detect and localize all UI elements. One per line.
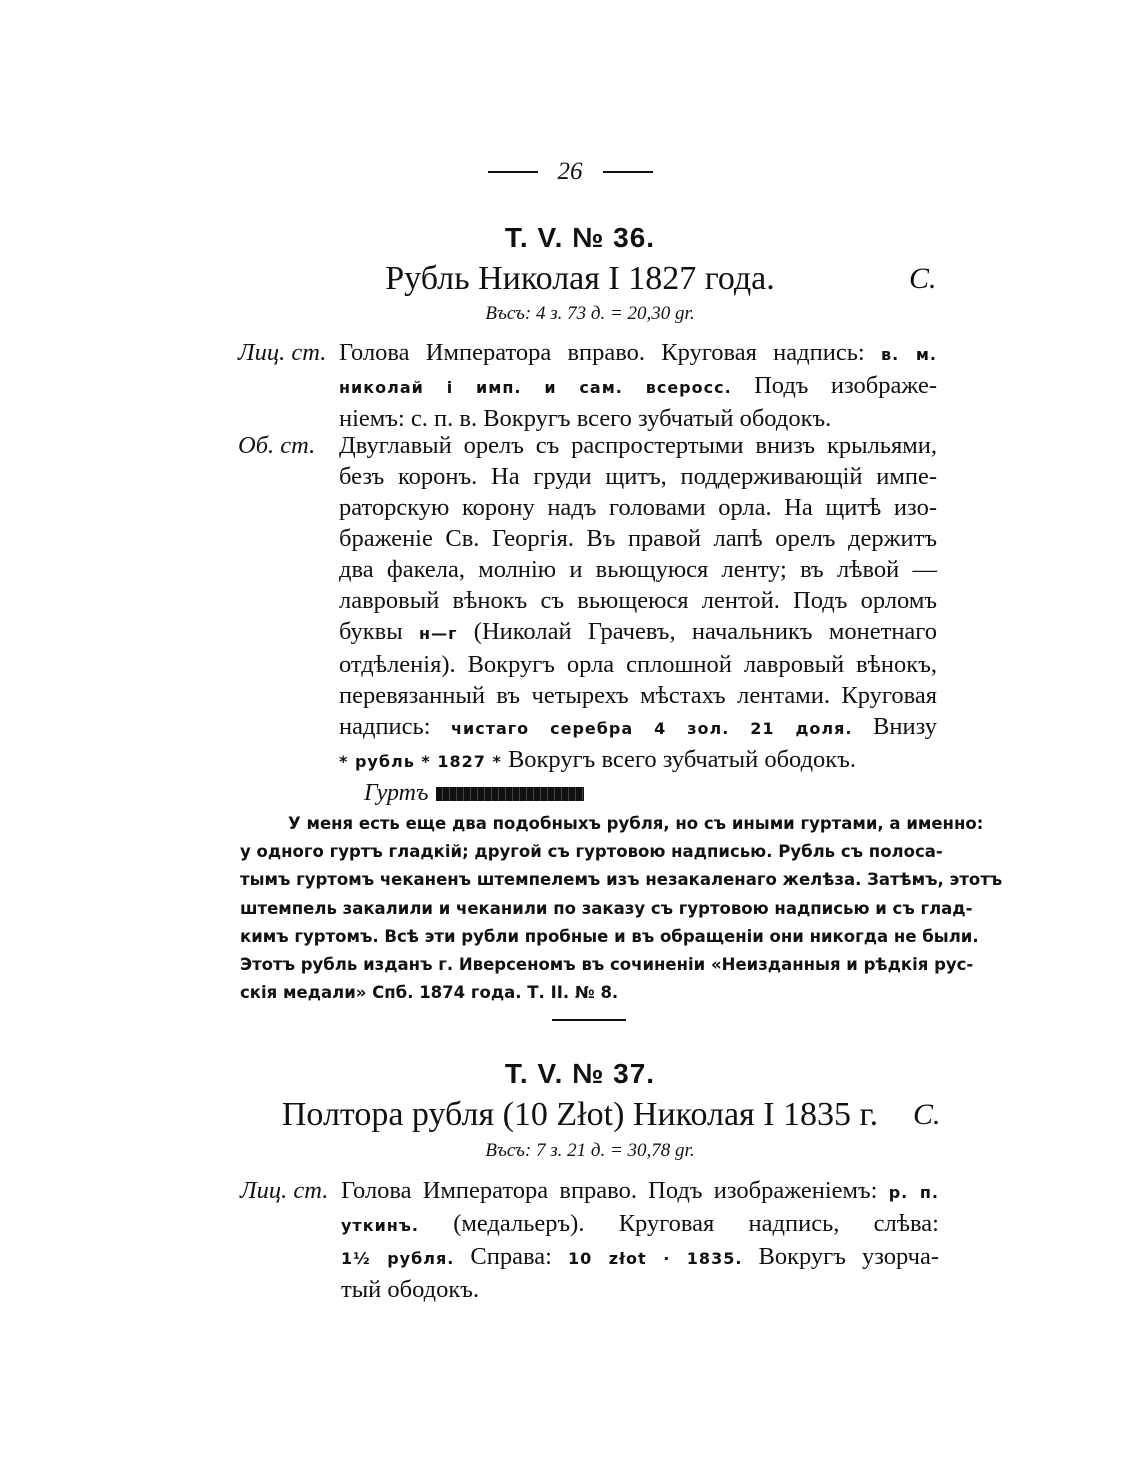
inscription-text: уткинъ. xyxy=(341,1216,419,1235)
footnote-line: у одного гуртъ гладкій; другой съ гуртовою надписью. Рубль съ полоса- xyxy=(240,842,943,862)
text-line: 1½ рубля. Справа: 10 złot · 1835. Вокругъ узорча- xyxy=(341,1243,939,1270)
text-line: уткинъ. (медальеръ). Круговая надпись, слѣва: xyxy=(341,1210,939,1237)
inscription-text: р. п. xyxy=(888,1183,940,1202)
rarity-mark-37: C. xyxy=(913,1098,941,1131)
inscription-text: * рубль * 1827 * xyxy=(339,752,502,771)
weight-line-37: Въсъ: 7 з. 21 д. = 30,78 gr. xyxy=(485,1140,695,1161)
footnote-line: тымъ гуртомъ чеканенъ штемпелемъ изъ незакаленаго желѣза. Затѣмъ, этотъ xyxy=(240,870,1003,890)
obverse-label: Лиц. ст. xyxy=(238,339,327,366)
text-line: раторскую корону надъ головами орла. На щитѣ изо- xyxy=(339,494,937,521)
inscription-text: николай i имп. и сам. всеросс. xyxy=(339,378,732,397)
footnote-paragraph xyxy=(240,810,1003,1007)
obverse-text xyxy=(339,337,937,434)
page-number-rule-right xyxy=(603,171,653,173)
footnote-line: штемпель закалили и чеканили по заказу съ гуртовою надписью и съ глад- xyxy=(240,898,973,918)
edge-description-36 xyxy=(364,780,584,807)
edge-pattern-image xyxy=(436,787,584,801)
text-line: тый ободокъ. xyxy=(341,1276,480,1303)
plate-heading-36: T. V. № 36. xyxy=(504,222,656,253)
text-line: браженіе Св. Георгія. Въ правой лапѣ орелъ держитъ xyxy=(339,525,937,552)
obverse-label: Лиц. ст. xyxy=(240,1177,329,1204)
footnote-line: кимъ гуртомъ. Всѣ эти рубли пробные и въ обращеніи они никогда не были. xyxy=(240,926,979,946)
text-line: безъ коронъ. На груди щитъ, поддерживающій импе- xyxy=(339,463,937,490)
text-line: два факела, молнію и вьющуюся ленту; въ лѣвой — xyxy=(339,556,937,583)
inscription-text: 1½ рубля. xyxy=(341,1249,455,1268)
text-line: отдѣленія). Вокругъ орла сплошной лавровый вѣнокъ, xyxy=(339,651,937,678)
coin-title-37: Полтора рубля (10 Złot) Николая I 1835 г. xyxy=(281,1096,879,1133)
page-number xyxy=(0,158,1140,192)
plate-heading-37: T. V. № 37. xyxy=(504,1058,656,1089)
page-number-text: 26 xyxy=(557,158,583,185)
page-number-rule-left xyxy=(488,171,538,173)
text-line: Голова Императора вправо. Круговая надпись: в. м. xyxy=(339,339,937,366)
footnote-line: скія медали» Спб. 1874 года. Т. II. № 8. xyxy=(240,983,619,1003)
reverse-description-36 xyxy=(238,430,938,775)
reverse-label: Об. ст. xyxy=(238,432,316,459)
text-line: Двуглавый орелъ съ распростертыми внизъ крыльями, xyxy=(339,432,937,459)
inscription-text: н—г xyxy=(419,624,458,643)
text-line: надпись: чистаго серебра 4 зол. 21 доля. Внизу xyxy=(339,713,937,740)
weight-line-36: Въсъ: 4 з. 73 д. = 20,30 gr. xyxy=(485,303,695,324)
text-line: перевязанный въ четырехъ мѣстахъ лентами. Круговая xyxy=(339,682,937,709)
text-line: николай i имп. и сам. всеросс. Подъ изображе- xyxy=(339,372,938,399)
rarity-mark-36: C. xyxy=(909,262,937,295)
text-line: Голова Императора вправо. Подъ изображеніемъ: р. п. xyxy=(341,1177,940,1204)
text-line: ніемъ: с. п. в. Вокругъ всего зубчатый ободокъ. xyxy=(339,405,832,432)
reverse-text xyxy=(339,430,937,777)
edge-label: Гуртъ xyxy=(364,780,429,806)
text-line: лавровый вѣнокъ съ вьющеюся лентой. Подъ орломъ xyxy=(339,587,937,614)
text-line: буквы н—г (Николай Грачевъ, начальникъ монетнаго xyxy=(339,618,937,645)
inscription-text: в. м. xyxy=(880,345,937,364)
inscription-text: чистаго серебра 4 зол. 21 доля. xyxy=(451,719,853,738)
obverse-description-37 xyxy=(240,1175,940,1303)
inscription-text: 10 złot · 1835. xyxy=(568,1249,743,1268)
footnote-line: У меня есть еще два подобныхъ рубля, но съ иными гуртами, а именно: xyxy=(288,814,984,833)
section-divider xyxy=(552,1019,626,1021)
text-line: * рубль * 1827 * Вокругъ всего зубчатый ободокъ. xyxy=(339,746,856,773)
obverse-text xyxy=(341,1175,939,1305)
coin-title-36: Рубль Николая I 1827 года. xyxy=(385,260,775,297)
footnote-line: Этотъ рубль изданъ г. Иверсеномъ въ сочиненіи «Неизданныя и рѣдкія рус- xyxy=(240,955,974,975)
obverse-description-36 xyxy=(238,337,938,433)
